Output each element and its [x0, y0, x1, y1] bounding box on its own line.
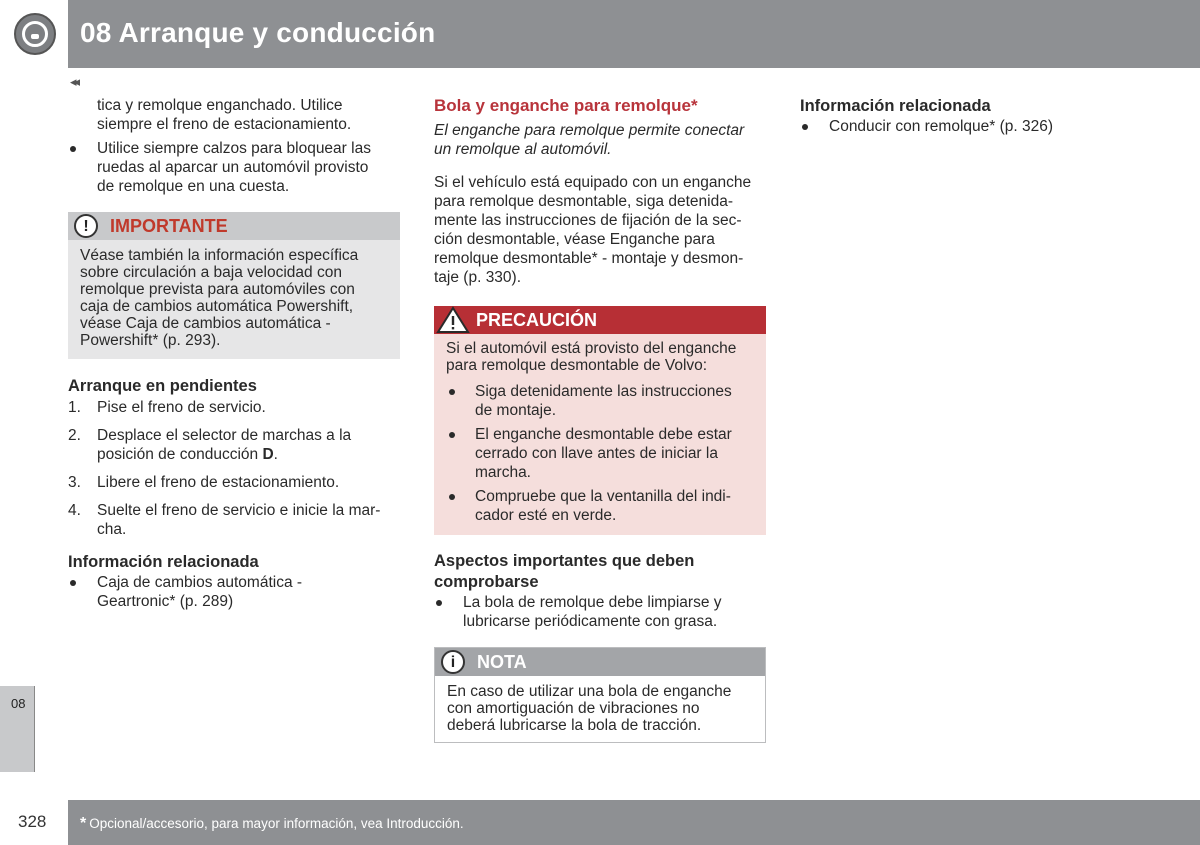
step-number: 4.	[68, 502, 81, 519]
text-line: para remolque desmontable de Volvo:	[446, 357, 708, 374]
text-line: remolque desmontable* - montaje y desmon-	[434, 250, 744, 267]
notice-body	[434, 334, 766, 535]
notice-header	[434, 306, 766, 334]
chapter-tab-label: 08	[11, 696, 26, 711]
section-title: Bola y enganche para remolque*	[434, 96, 698, 115]
exclamation-circle-icon: !	[74, 214, 98, 238]
text-line: deberá lubricarse la bola de tracción.	[447, 717, 702, 734]
bullet-dot	[70, 580, 76, 586]
section-heading: comprobarse	[434, 573, 539, 591]
text-line: caja de cambios automática Powershift,	[80, 298, 354, 315]
section-heading: Aspectos importantes que deben	[434, 552, 695, 570]
text-line: sobre circulación a baja velocidad con	[80, 264, 342, 281]
intro-line: un remolque al automóvil.	[434, 141, 612, 158]
nota-notice	[434, 647, 766, 743]
text-line: remolque prevista para automóviles con	[80, 281, 355, 298]
chapter-side-tab[interactable]	[0, 686, 35, 772]
bullet-dot	[449, 432, 455, 438]
text-line: siempre el freno de estacionamiento.	[97, 116, 352, 133]
text-line: En caso de utilizar una bola de enganche	[447, 683, 732, 700]
notice-header	[435, 648, 765, 676]
text-line: de remolque en una cuesta.	[97, 178, 290, 195]
warning-triangle-icon	[436, 306, 470, 334]
step-text: Libere el freno de estacionamiento.	[97, 474, 340, 491]
step-text: Pise el freno de servicio.	[97, 399, 266, 416]
steering-wheel-icon	[14, 13, 56, 55]
text-line: taje (p. 330).	[434, 269, 522, 286]
chapter-logo-box	[0, 0, 68, 68]
bullet-dot	[449, 494, 455, 500]
info-circle-icon: i	[441, 650, 465, 674]
text-line: véase Caja de cambios automática -	[80, 315, 331, 332]
page-number: 328	[18, 812, 47, 831]
text-line: Powershift* (p. 293).	[80, 332, 221, 349]
text-line: mente las instrucciones de fijación de la sec-	[434, 212, 742, 229]
text-line: cador esté en verde.	[475, 507, 617, 524]
related-link[interactable]: Geartronic* (p. 289)	[97, 593, 234, 610]
step-text: Desplace el selector de marchas a la	[97, 427, 352, 444]
text-line: con amortiguación de vibraciones no	[447, 700, 700, 717]
double-chevron-left-icon[interactable]: ◂◂	[70, 74, 78, 89]
precaucion-notice	[434, 306, 766, 535]
text-line: La bola de remolque debe limpiarse y	[463, 594, 722, 611]
bullet-dot	[802, 124, 808, 130]
related-link[interactable]: Conducir con remolque* (p. 326)	[829, 118, 1054, 135]
text-line: Si el vehículo está equipado con un enganche	[434, 174, 752, 191]
text-line: El enganche desmontable debe estar	[475, 426, 732, 443]
related-heading: Información relacionada	[68, 553, 259, 571]
step-number: 3.	[68, 474, 81, 491]
chapter-header	[0, 0, 1200, 68]
notice-header	[68, 212, 400, 240]
notice-body	[68, 240, 400, 359]
bullet-dot	[436, 600, 442, 606]
step-text: Suelte el freno de servicio e inicie la mar-	[97, 502, 381, 519]
section-heading: Arranque en pendientes	[68, 377, 257, 395]
text-line: marcha.	[475, 464, 531, 481]
step-text-line: posición de conducción D.	[97, 446, 278, 463]
text-line: cerrado con llave antes de iniciar la	[475, 445, 718, 462]
text-line: ruedas al aparcar un automóvil provisto	[97, 159, 369, 176]
step-text: cha.	[97, 521, 127, 538]
text-line: tica y remolque enganchado. Utilice	[97, 97, 343, 114]
chapter-title: 08 Arranque y conducción	[80, 17, 436, 48]
text-line: para remolque desmontable, siga detenida-	[434, 193, 733, 210]
text-line: lubricarse periódicamente con grasa.	[463, 613, 718, 630]
related-heading: Información relacionada	[800, 97, 991, 115]
intro-line: El enganche para remolque permite conectar	[434, 122, 745, 139]
text-line: Si el automóvil está provisto del enganche	[446, 340, 737, 357]
bullet-dot	[449, 389, 455, 395]
step-number: 2.	[68, 427, 81, 444]
step-number: 1.	[68, 399, 81, 416]
text-line: Siga detenidamente las instrucciones	[475, 383, 732, 400]
footer-note: * Opcional/accesorio, para mayor información, vea Introducción.	[80, 815, 464, 832]
notice-title: IMPORTANTE	[110, 216, 228, 236]
text-line: Compruebe que la ventanilla del indi-	[475, 488, 731, 505]
text-line: Véase también la información específica	[80, 247, 359, 264]
bullet-dot	[70, 146, 76, 152]
footer-bar	[68, 800, 1200, 845]
notice-title: PRECAUCIÓN	[476, 310, 598, 330]
importante-notice	[68, 212, 400, 359]
text-line: de montaje.	[475, 402, 556, 419]
text-line: ción desmontable, véase Enganche para	[434, 231, 715, 248]
text-line: Utilice siempre calzos para bloquear las	[97, 140, 371, 157]
notice-body	[435, 676, 765, 742]
related-link[interactable]: Caja de cambios automática -	[97, 574, 303, 591]
notice-title: NOTA	[477, 652, 527, 672]
